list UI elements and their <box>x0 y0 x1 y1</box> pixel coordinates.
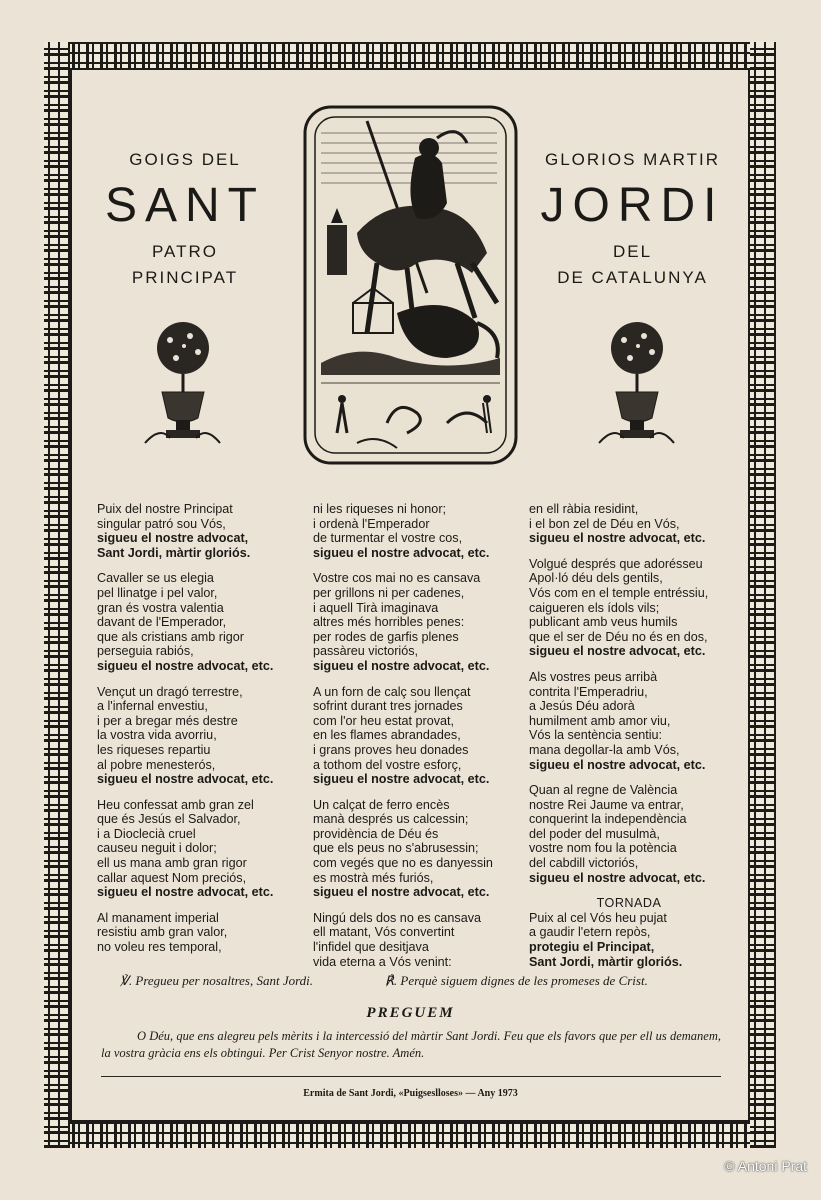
verse-line: Al manament imperial <box>97 910 219 925</box>
title-jordi: JORDI <box>540 179 725 232</box>
verse-line: altres més horribles penes: <box>313 615 465 630</box>
verse-line: a gaudir l'etern repòs, <box>529 925 651 940</box>
verse-line: i aquell Tirà imaginava <box>313 600 439 615</box>
verse-line: Quan al regne de València <box>529 783 678 798</box>
title-patro: PATRO <box>151 242 219 261</box>
verse-line: que els peus no s'abrusessin; <box>313 841 479 856</box>
verse-line: a Jesús Déu adorà <box>529 699 635 714</box>
stanza-gap <box>529 546 729 557</box>
refrain-line: sigueu el nostre advocat, etc. <box>529 757 706 772</box>
right-urn-tree-icon <box>594 318 680 448</box>
stanza-gap <box>529 885 729 896</box>
verse-line: de turmentar el vostre cos, <box>313 531 463 546</box>
verse-line: Vós com en el temple entréssiu, <box>529 585 709 600</box>
verse-line: com l'or heu estat provat, <box>313 713 455 728</box>
footer-ermita: Ermita de Sant Jordi, «Puigseslloses» — Any 1973 <box>303 1088 518 1099</box>
verse-line: ell matant, Vós convertint <box>313 925 455 940</box>
refrain-line: Sant Jordi, màrtir gloriós. <box>529 954 683 969</box>
verse-line: nostre Rei Jaume va entrar, <box>529 797 684 812</box>
verse-line: que als cristians amb rigor <box>97 629 244 644</box>
verse-line: callar aquest Nom preciós, <box>97 870 247 885</box>
refrain-line: sigueu el nostre advocat, etc. <box>313 772 490 787</box>
verse-line: Cavaller se us elegia <box>97 571 214 586</box>
verse-line: Volgué després que adorésseu <box>529 556 703 571</box>
verse-line: humilment amb amor viu, <box>529 713 671 728</box>
verse-line: Puix del nostre Principat <box>97 502 233 516</box>
verse-line: al pobre menesterós, <box>97 757 216 772</box>
versicle: ℣. Pregueu per nosaltres, Sant Jordi. <box>120 973 314 988</box>
verse-line: vida eterna a Vós venint: <box>313 954 452 969</box>
verses-column-3 <box>529 502 729 969</box>
stanza-gap <box>529 659 729 670</box>
verse-line: que el ser de Déu no és en dos, <box>529 629 708 644</box>
verse-line: Vós la sentència sentiu: <box>529 728 663 743</box>
stanza-gap <box>97 787 297 798</box>
verse-line: i a Dioclecià cruel <box>97 826 196 841</box>
stanza-gap <box>529 772 729 783</box>
verse-line: vostre nom fou la potència <box>529 841 677 856</box>
refrain-line: sigueu el nostre advocat, etc. <box>313 658 490 673</box>
verse-line: i ordenà l'Emperador <box>313 516 430 531</box>
verse-line: com vegés que no es danyessin <box>313 856 493 871</box>
refrain-line: sigueu el nostre advocat, etc. <box>529 870 706 885</box>
verse-line: les riqueses repartiu <box>97 742 211 757</box>
verses-column-1 <box>97 502 297 955</box>
verse-line: singular patró sou Vós, <box>97 516 226 531</box>
verse-line: la vostra vida avorriu, <box>97 728 217 743</box>
verse-line: davant de l'Emperador, <box>97 615 227 630</box>
verse-line: ni les riqueses ni honor; <box>313 502 447 516</box>
stanza-gap <box>313 560 518 571</box>
title-goigs-del: GOIGS DEL <box>129 150 241 169</box>
left-urn-tree-icon <box>140 318 226 448</box>
refrain-line: protegiu el Principat, <box>529 940 655 955</box>
verse-line: perseguia rabiós, <box>97 644 194 659</box>
verse-line: del poder del musulmà, <box>529 826 660 841</box>
stanza-gap <box>313 787 518 798</box>
verse-line: Als vostres peus arribà <box>529 669 658 684</box>
footer-divider <box>101 1076 721 1077</box>
verse-line: en ell ràbia residint, <box>529 502 639 516</box>
stanza-gap <box>313 900 518 911</box>
refrain-line: sigueu el nostre advocat, etc. <box>313 885 490 900</box>
stanza-gap <box>313 674 518 685</box>
verse-line: per rodes de garfis plenes <box>313 629 459 644</box>
stanza-gap <box>97 900 297 911</box>
border-top <box>44 42 776 68</box>
title-glorios-martir: GLORIOS MARTIR <box>544 150 721 169</box>
border-left <box>44 42 70 1148</box>
title-de-catalunya: DE CATALUNYA <box>557 268 708 287</box>
photo-watermark: © Antoni Prat <box>724 1158 807 1174</box>
verse-line: i grans proves heu donades <box>313 742 469 757</box>
title-principat: PRINCIPAT <box>131 268 239 287</box>
verse-line: i el bon zel de Déu en Vós, <box>529 516 680 531</box>
border-bottom <box>44 1122 776 1148</box>
response: ℟. Perquè siguem dignes de les promeses de Crist. <box>385 973 648 988</box>
refrain-line: Sant Jordi, màrtir gloriós. <box>97 545 251 560</box>
refrain-line: sigueu el nostre advocat, etc. <box>313 545 490 560</box>
verse-line: en les flames abrandades, <box>313 728 461 743</box>
verse-line: es mostrà més furiós, <box>313 870 434 885</box>
verse-line: causeu neguit i dolor; <box>97 841 217 856</box>
verse-line: Ningú dels dos no es cansava <box>313 910 482 925</box>
verse-line: gran és vostra valentia <box>97 600 224 615</box>
refrain-line: sigueu el nostre advocat, etc. <box>97 772 274 787</box>
verse-line: Vostre cos mai no es cansava <box>313 571 481 586</box>
verse-line: sofrint durant tres jornades <box>313 699 463 714</box>
refrain-line: sigueu el nostre advocat, <box>97 531 249 546</box>
verse-line: l'infidel que desitjava <box>313 940 429 955</box>
verses-column-2 <box>313 502 518 969</box>
verse-line: Heu confessat amb gran zel <box>97 797 254 812</box>
refrain-line: sigueu el nostre advocat, etc. <box>97 658 274 673</box>
border-right <box>750 42 776 1148</box>
verse-line: providència de Déu és <box>313 826 439 841</box>
refrain-line: sigueu el nostre advocat, etc. <box>529 644 706 659</box>
verse-line: manà després us calcessin; <box>313 812 469 827</box>
preguem-text: O Déu, que ens alegreu pels mèrits i la intercessió del màrtir Sant Jordi. Feu que els favors que per ell us demanem, la vostra gràcia ens els obtingui. Per Crist Senyor nostre. Amén. <box>101 1029 721 1060</box>
verse-line: contrita l'Emperadriu, <box>529 684 648 699</box>
verse-line: no voleu res temporal, <box>97 940 222 955</box>
title-del: DEL <box>612 242 653 261</box>
verse-line: publicant amb veus humils <box>529 615 678 630</box>
verse-line: A un forn de calç sou llençat <box>313 684 471 699</box>
verse-line: del cabdill victoriós, <box>529 856 639 871</box>
verse-line: a tothom del vostre esforç, <box>313 757 462 772</box>
verse-line: i per a bregar més destre <box>97 713 238 728</box>
verse-line: Un calçat de ferro encès <box>313 797 450 812</box>
verse-line: que és Jesús el Salvador, <box>97 812 241 827</box>
verse-line: ell us mana amb gran rigor <box>97 856 247 871</box>
verse-line: per grillons ni per cadenes, <box>313 585 465 600</box>
verse-line: Vençut un dragó terrestre, <box>97 684 243 699</box>
stanza-gap <box>97 560 297 571</box>
tornada-heading: TORNADA <box>596 896 662 911</box>
verse-line: caigueren els ídols vils; <box>529 600 660 615</box>
verse-line: pel llinatge i pel valor, <box>97 585 218 600</box>
title-sant: SANT <box>104 179 265 232</box>
verse-line: Puix al cel Vós heu pujat <box>529 910 667 925</box>
verse-line: passàreu victoriós, <box>313 644 418 659</box>
verse-line: a l'infernal envestiu, <box>97 699 208 714</box>
stanza-gap <box>97 674 297 685</box>
refrain-line: sigueu el nostre advocat, etc. <box>97 885 274 900</box>
refrain-line: sigueu el nostre advocat, etc. <box>529 531 706 546</box>
verse-line: mana degollar-la amb Vós, <box>529 742 680 757</box>
verse-line: resistiu amb gran valor, <box>97 925 228 940</box>
preguem-title: PREGUEM <box>366 1005 455 1021</box>
verse-line: Apol·ló déu dels gentils, <box>529 571 663 586</box>
sant-jordi-woodcut <box>297 103 524 467</box>
verse-line: conquerint la independència <box>529 812 687 827</box>
